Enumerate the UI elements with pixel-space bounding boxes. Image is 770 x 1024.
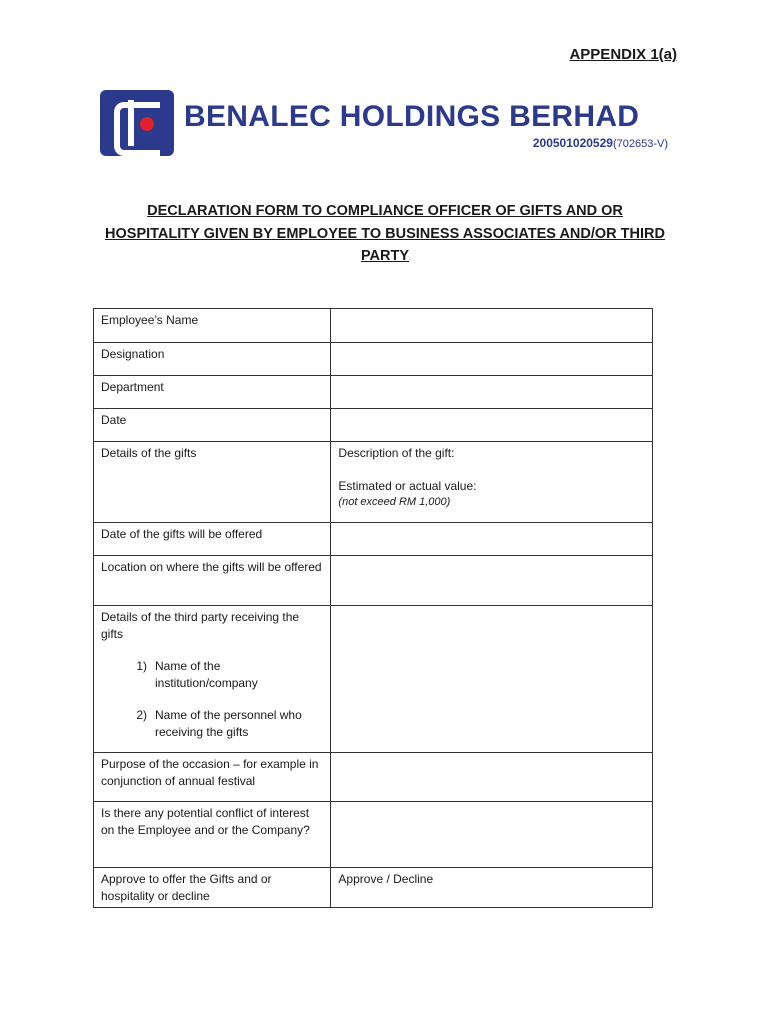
- gift-value-label: Estimated or actual value:: [338, 478, 477, 493]
- table-row: [94, 343, 653, 376]
- declaration-form-table: [93, 308, 653, 908]
- approve-label: Approve to offer the Gifts and or hospitality or decline: [94, 868, 331, 908]
- third-party-field[interactable]: [331, 606, 653, 753]
- location-label: Location on where the gifts will be offered: [94, 556, 331, 606]
- registration-number: 200501020529: [532, 136, 613, 150]
- logo-mark-icon: [100, 90, 174, 156]
- department-label: Department: [94, 376, 331, 409]
- form-title-line-1: DECLARATION FORM TO COMPLIANCE OFFICER OF GIFTS AND OR: [147, 203, 623, 219]
- gift-date-field[interactable]: [331, 523, 653, 556]
- employee-name-label: Employee’s Name: [94, 309, 331, 343]
- table-row: [94, 556, 653, 606]
- third-party-cell: [94, 606, 331, 753]
- company-name: BENALEC HOLDINGS BERHAD: [184, 100, 640, 133]
- company-logo: [100, 88, 670, 158]
- gift-description-label: Description of the gift:: [338, 446, 455, 460]
- gift-details-label: Details of the gifts: [94, 442, 331, 523]
- table-row: [94, 409, 653, 442]
- list-item: [101, 658, 323, 691]
- gift-date-label: Date of the gifts will be offered: [94, 523, 331, 556]
- designation-field[interactable]: [331, 343, 653, 376]
- gift-details-field[interactable]: [331, 442, 653, 523]
- location-field[interactable]: [331, 556, 653, 606]
- form-title-line-3: PARTY: [360, 248, 410, 264]
- table-row: [94, 753, 653, 802]
- third-party-label: Details of the third party receiving the gifts: [101, 610, 300, 641]
- conflict-label: Is there any potential conflict of interest on the Employee and or the Company?: [94, 802, 331, 868]
- purpose-field[interactable]: [331, 753, 653, 802]
- list-item-number: 1): [136, 659, 147, 673]
- approve-decline-field[interactable]: Approve / Decline: [331, 868, 653, 908]
- purpose-label: Purpose of the occasion – for example in conjunction of annual festival: [94, 753, 331, 802]
- third-party-items: [101, 658, 323, 740]
- employee-name-field[interactable]: [331, 309, 653, 343]
- date-field[interactable]: [331, 409, 653, 442]
- date-label: Date: [94, 409, 331, 442]
- list-item-text: Name of the institution/company: [155, 659, 258, 690]
- table-row: [94, 523, 653, 556]
- form-title-line-2: HOSPITALITY GIVEN BY EMPLOYEE TO BUSINESS ASSOCIATES AND/OR THIRD: [105, 225, 665, 242]
- list-item: [101, 707, 323, 740]
- registration-suffix: (702653-V): [612, 138, 668, 150]
- gift-value-note: (not exceed RM 1,000): [338, 496, 451, 508]
- list-item-number: 2): [136, 708, 147, 722]
- table-row: [94, 606, 653, 753]
- table-row: [94, 442, 653, 523]
- table-row: [94, 868, 653, 908]
- conflict-field[interactable]: [331, 802, 653, 868]
- company-registration: [533, 136, 668, 150]
- department-field[interactable]: [331, 376, 653, 409]
- appendix-label: APPENDIX 1(a): [569, 46, 677, 63]
- form-title: [80, 200, 690, 268]
- designation-label: Designation: [94, 343, 331, 376]
- table-row: [94, 309, 653, 343]
- table-row: [94, 802, 653, 868]
- table-row: [94, 376, 653, 409]
- list-item-text: Name of the personnel who receiving the gifts: [155, 708, 302, 739]
